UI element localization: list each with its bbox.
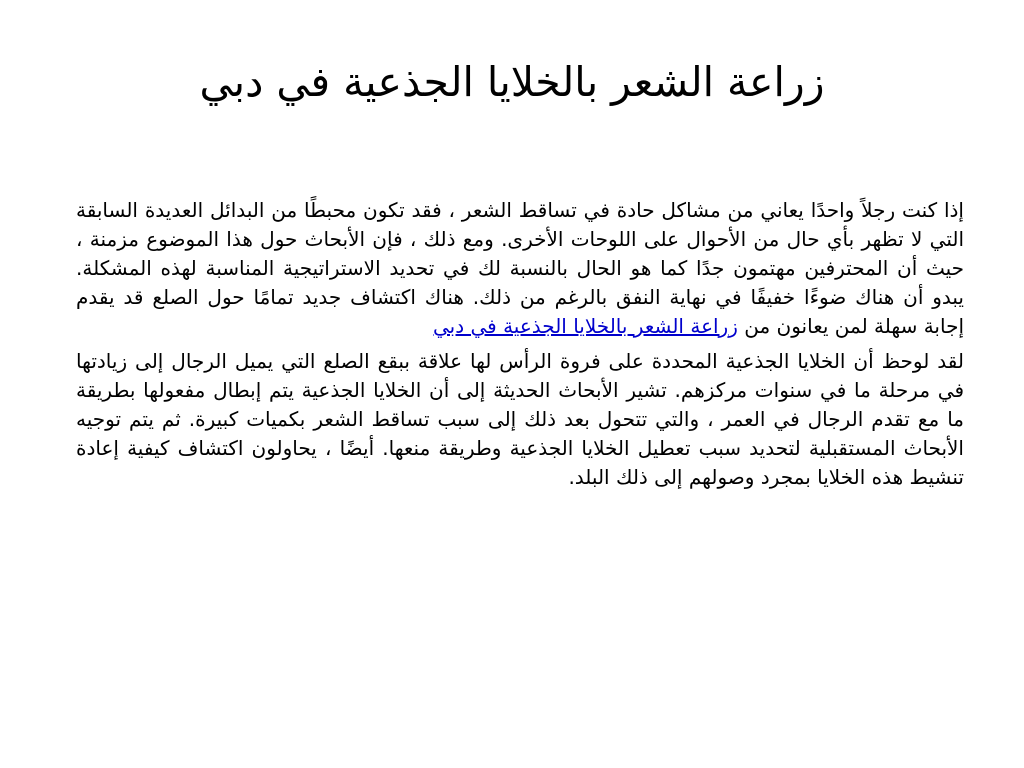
hair-transplant-link[interactable]: زراعة الشعر بالخلايا الجذعية في دبي — [433, 314, 738, 338]
paragraph-1 — [76, 196, 964, 341]
paragraph-2: لقد لوحظ أن الخلايا الجذعية المحددة على فروة الرأس لها علاقة ببقع الصلع التي يميل الرجال إلى زيادتها في مرحلة ما في سنوات مركزهم. تشير الأبحاث الحديثة إلى أن الخلايا الجذعية يتم إبطال مفعولها بطريقة ما مع تقدم الرجال في العمر ، والتي تتحول بعد ذلك إلى سبب تساقط الشعر بكميات كبيرة. ثم يتم توجيه الأبحاث المستقبلية لتحديد سبب تعطيل الخلايا الجذعية وطريقة منعها. أيضًا ، يحاولون اكتشاف كيفية إعادة تنشيط هذه الخلايا بمجرد وصولهم إلى ذلك البلد. — [76, 349, 964, 489]
slide-body — [76, 196, 964, 498]
paragraph-1-text: إذا كنت رجلاً واحدًا يعاني من مشاكل حادة في تساقط الشعر ، فقد تكون محبطًا من البدائل العديدة السابقة التي لا تظهر بأي حال من الأحوال على اللوحات الأخرى. ومع ذلك ، فإن الأبحاث حول هذا الموضوع مزمنة ، حيث أن المحترفين مهتمون جدًا كما هو الحال بالنسبة لك في تحديد الاستراتيجية المناسبة لهذه المشكلة. يبدو أن هناك ضوءًا خفيفًا في نهاية النفق بالرغم من ذلك. هناك اكتشاف جديد تمامًا حول الصلع قد يقدم إجابة سهلة لمن يعانون من — [76, 198, 964, 338]
slide-title: زراعة الشعر بالخلايا الجذعية في دبي — [199, 58, 825, 106]
